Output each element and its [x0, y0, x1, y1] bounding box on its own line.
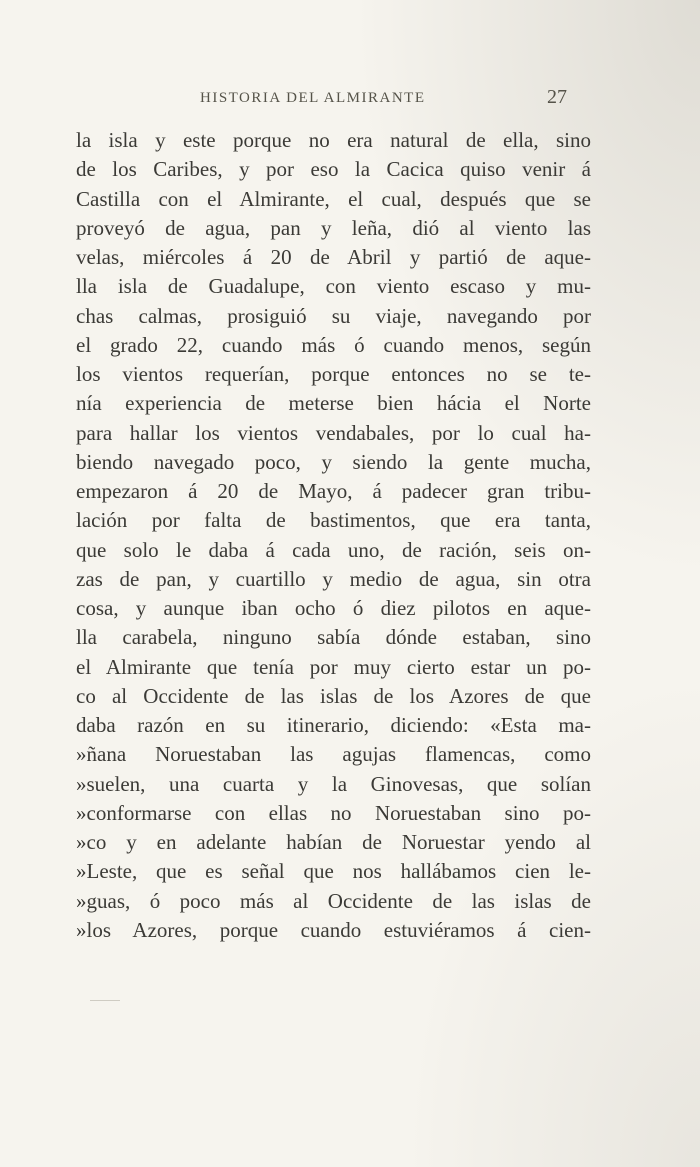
text-line: lla isla de Guadalupe, con viento escaso y mu-: [76, 274, 591, 299]
page-smudge: [90, 1000, 120, 1001]
running-head: HISTORIA DEL ALMIRANTE: [200, 90, 426, 106]
text-line: zas de pan, y cuartillo y medio de agua, sin otra: [76, 566, 591, 591]
text-line: cosa, y aunque iban ocho ó diez pilotos en aque-: [76, 596, 591, 620]
text-line: co al Occidente de las islas de los Azores de que: [76, 683, 591, 708]
text-line: nía experiencia de meterse bien hácia el Norte: [76, 391, 591, 416]
text-line: velas, miércoles á 20 de Abril y partió de aque-: [76, 245, 591, 269]
text-line: el grado 22, cuando más ó cuando menos, según: [76, 332, 591, 357]
text-line: para hallar los vientos vendabales, por lo cual ha-: [76, 420, 591, 445]
text-line: Castilla con el Almirante, el cual, después que se: [76, 186, 591, 211]
text-line: la isla y este porque no era natural de ella, sino: [76, 128, 591, 152]
text-line: de los Caribes, y por eso la Cacica quiso venir á: [76, 157, 591, 182]
text-line: »ñana Noruestaban las agujas flamencas, como: [76, 742, 591, 767]
body-text: [76, 126, 591, 945]
text-line: el Almirante que tenía por muy cierto estar un po-: [76, 654, 591, 679]
text-line: »co y en adelante habían de Noruestar yendo al: [76, 830, 591, 854]
text-line: chas calmas, prosiguió su viaje, navegando por: [76, 303, 591, 328]
text-line: que solo le daba á cada uno, de ración, seis on-: [76, 537, 591, 562]
text-line: »los Azores, porque cuando estuviéramos á cien-: [76, 917, 591, 942]
text-line: »guas, ó poco más al Occidente de las islas de: [76, 888, 591, 913]
text-line: lación por falta de bastimentos, que era tanta,: [76, 508, 591, 533]
page-number: 27: [547, 86, 567, 108]
text-line: »Leste, que es señal que nos hallábamos cien le-: [76, 859, 591, 884]
text-line: »conformarse con ellas no Noruestaban sino po-: [76, 800, 591, 825]
text-line: lla carabela, ninguno sabía dónde estaban, sino: [76, 625, 591, 650]
text-line: biendo navegado poco, y siendo la gente mucha,: [76, 449, 591, 474]
text-line: daba razón en su itinerario, diciendo: «Esta ma-: [76, 713, 591, 737]
text-line: »suelen, una cuarta y la Ginovesas, que solían: [76, 771, 591, 796]
text-line: empezaron á 20 de Mayo, á padecer gran tribu-: [76, 479, 591, 503]
text-line: proveyó de agua, pan y leña, dió al viento las: [76, 215, 591, 240]
text-line: los vientos requerían, porque entonces no se te-: [76, 362, 591, 386]
